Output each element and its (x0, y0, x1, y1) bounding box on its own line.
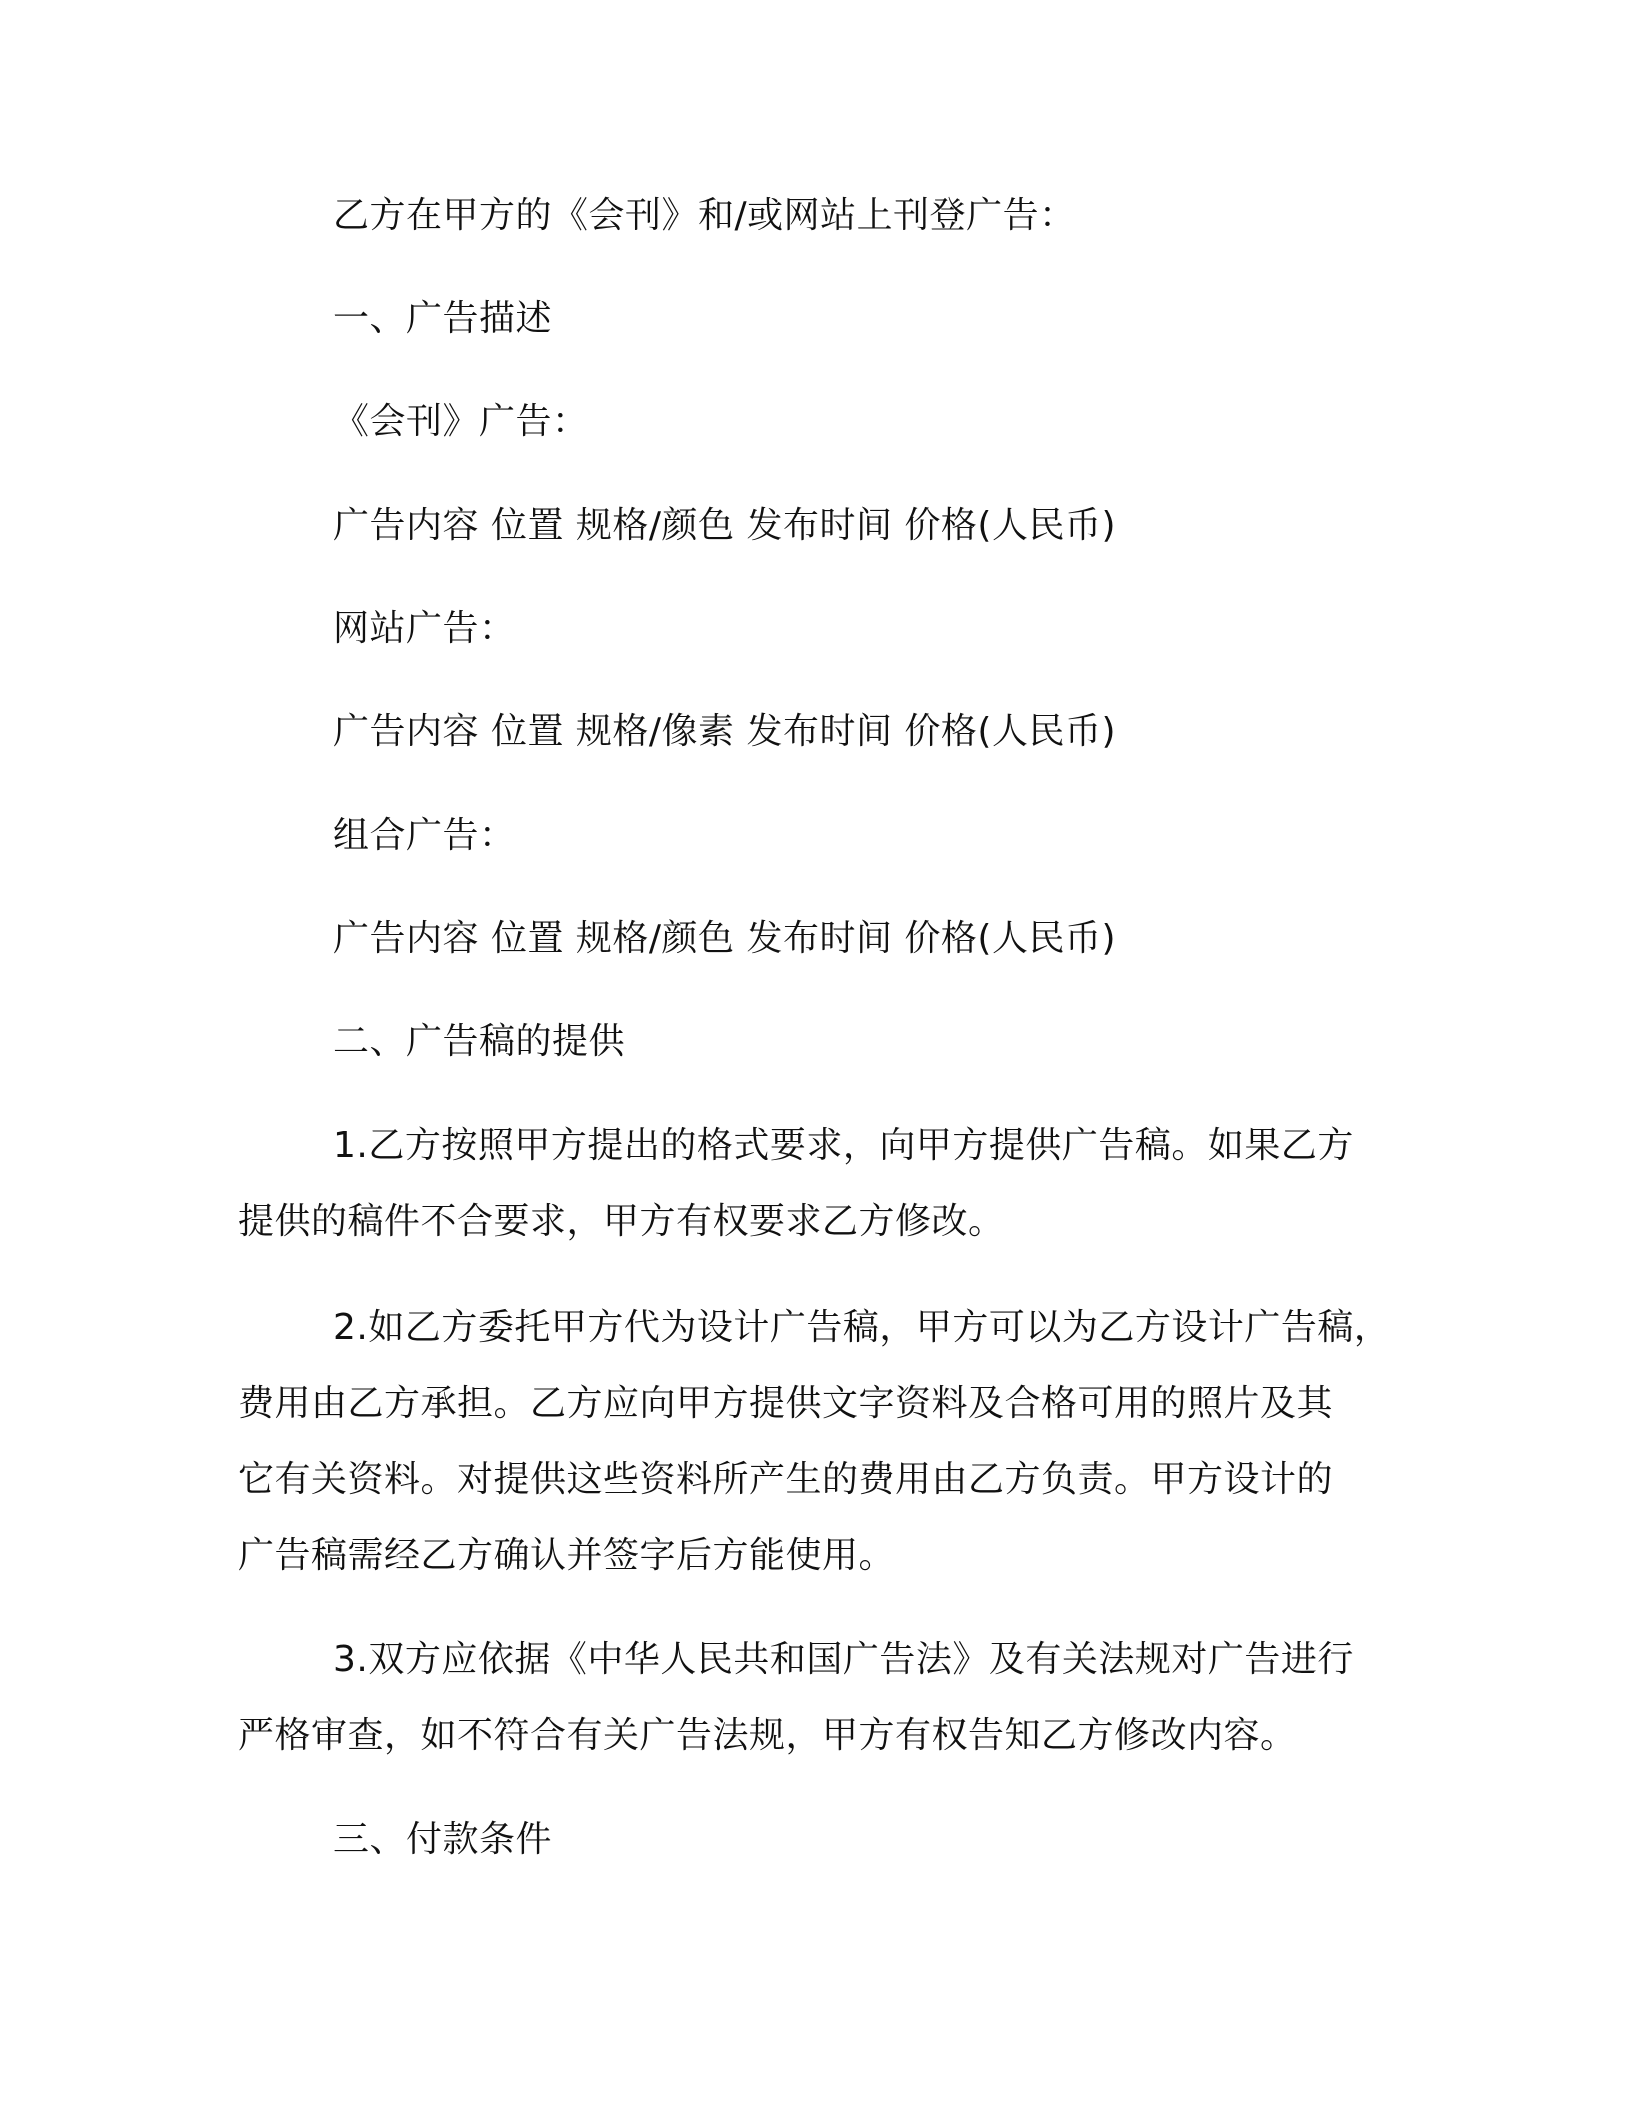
combo-ad-label: 组合广告： (333, 815, 516, 856)
item2-line4: 广告稿需经乙方确认并签字后方能使用。 (238, 1535, 896, 1576)
website-ad-label: 网站广告： (333, 608, 516, 649)
item2-line2: 费用由乙方承担。乙方应向甲方提供文字资料及合格可用的照片及其 (238, 1383, 1334, 1424)
website-ad-columns: 广告内容 位置 规格/像素 发布时间 价格(人民币) (333, 711, 1116, 752)
item3-line1: 3.双方应依据《中华人民共和国广告法》及有关法规对广告进行 (333, 1639, 1354, 1680)
item2-line3: 它有关资料。对提供这些资料所产生的费用由乙方负责。甲方设计的 (238, 1459, 1334, 1500)
item2-line1: 2.如乙方委托甲方代为设计广告稿，甲方可以为乙方设计广告稿， (333, 1307, 1391, 1348)
item3-line2: 严格审查，如不符合有关广告法规，甲方有权告知乙方修改内容。 (238, 1715, 1297, 1756)
intro-paragraph: 乙方在甲方的《会刊》和/或网站上刊登广告： (333, 195, 1076, 236)
journal-ad-label: 《会刊》广告： (333, 401, 589, 442)
section1-heading: 一、广告描述 (333, 298, 553, 339)
combo-ad-columns: 广告内容 位置 规格/颜色 发布时间 价格(人民币) (333, 918, 1116, 959)
journal-ad-columns: 广告内容 位置 规格/颜色 发布时间 价格(人民币) (333, 505, 1116, 546)
section3-heading: 三、付款条件 (333, 1819, 553, 1860)
item1-line2: 提供的稿件不合要求，甲方有权要求乙方修改。 (238, 1201, 1005, 1242)
section2-heading: 二、广告稿的提供 (333, 1021, 626, 1062)
item1-line1: 1.乙方按照甲方提出的格式要求，向甲方提供广告稿。如果乙方 (333, 1125, 1354, 1166)
